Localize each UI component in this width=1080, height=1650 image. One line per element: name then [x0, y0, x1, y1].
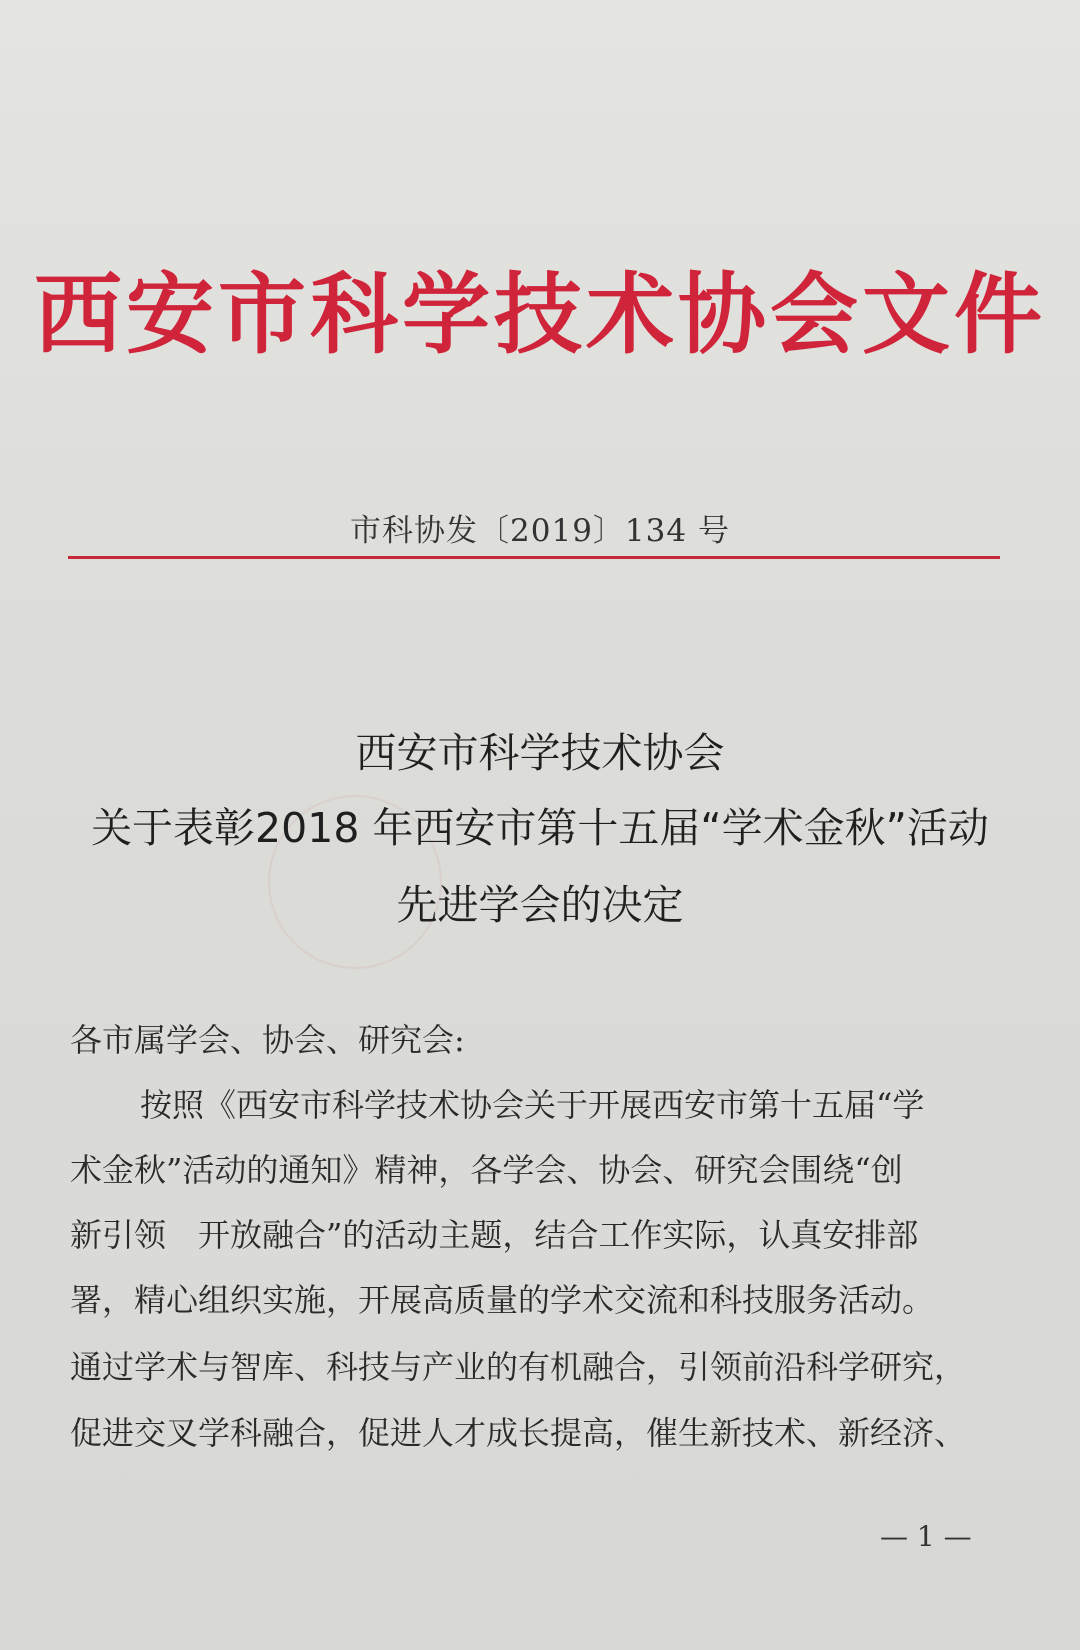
page-number: — 1 — [880, 1520, 972, 1553]
body-line: 署，精心组织实施，开展高质量的学术交流和科技服务活动。 [70, 1281, 935, 1319]
body-line: 术金秋”活动的通知》精神，各学会、协会、研究会围绕“创 [70, 1151, 903, 1189]
body-line: 新引领 开放融合”的活动主题，结合工作实际，认真安排部 [70, 1216, 919, 1254]
title-line-3: 先进学会的决定 [396, 881, 684, 929]
salutation: 各市属学会、协会、研究会: [70, 1021, 465, 1059]
document-number: 市科协发〔2019〕134 号 [350, 513, 730, 549]
red-divider-line [68, 556, 1000, 559]
body-line: 促进交叉学科融合，促进人才成长提高，催生新技术、新经济、 [70, 1414, 967, 1452]
organization-header: 西安市科学技术协会文件 [33, 262, 1046, 366]
body-line: 按照《西安市科学技术协会关于开展西安市第十五届“学 [140, 1086, 925, 1124]
body-line: 通过学术与智库、科技与产业的有机融合，引领前沿科学研究， [70, 1348, 967, 1386]
title-line-1: 西安市科学技术协会 [355, 729, 725, 777]
title-line-2: 关于表彰2018 年西安市第十五届“学术金秋”活动 [91, 804, 989, 852]
